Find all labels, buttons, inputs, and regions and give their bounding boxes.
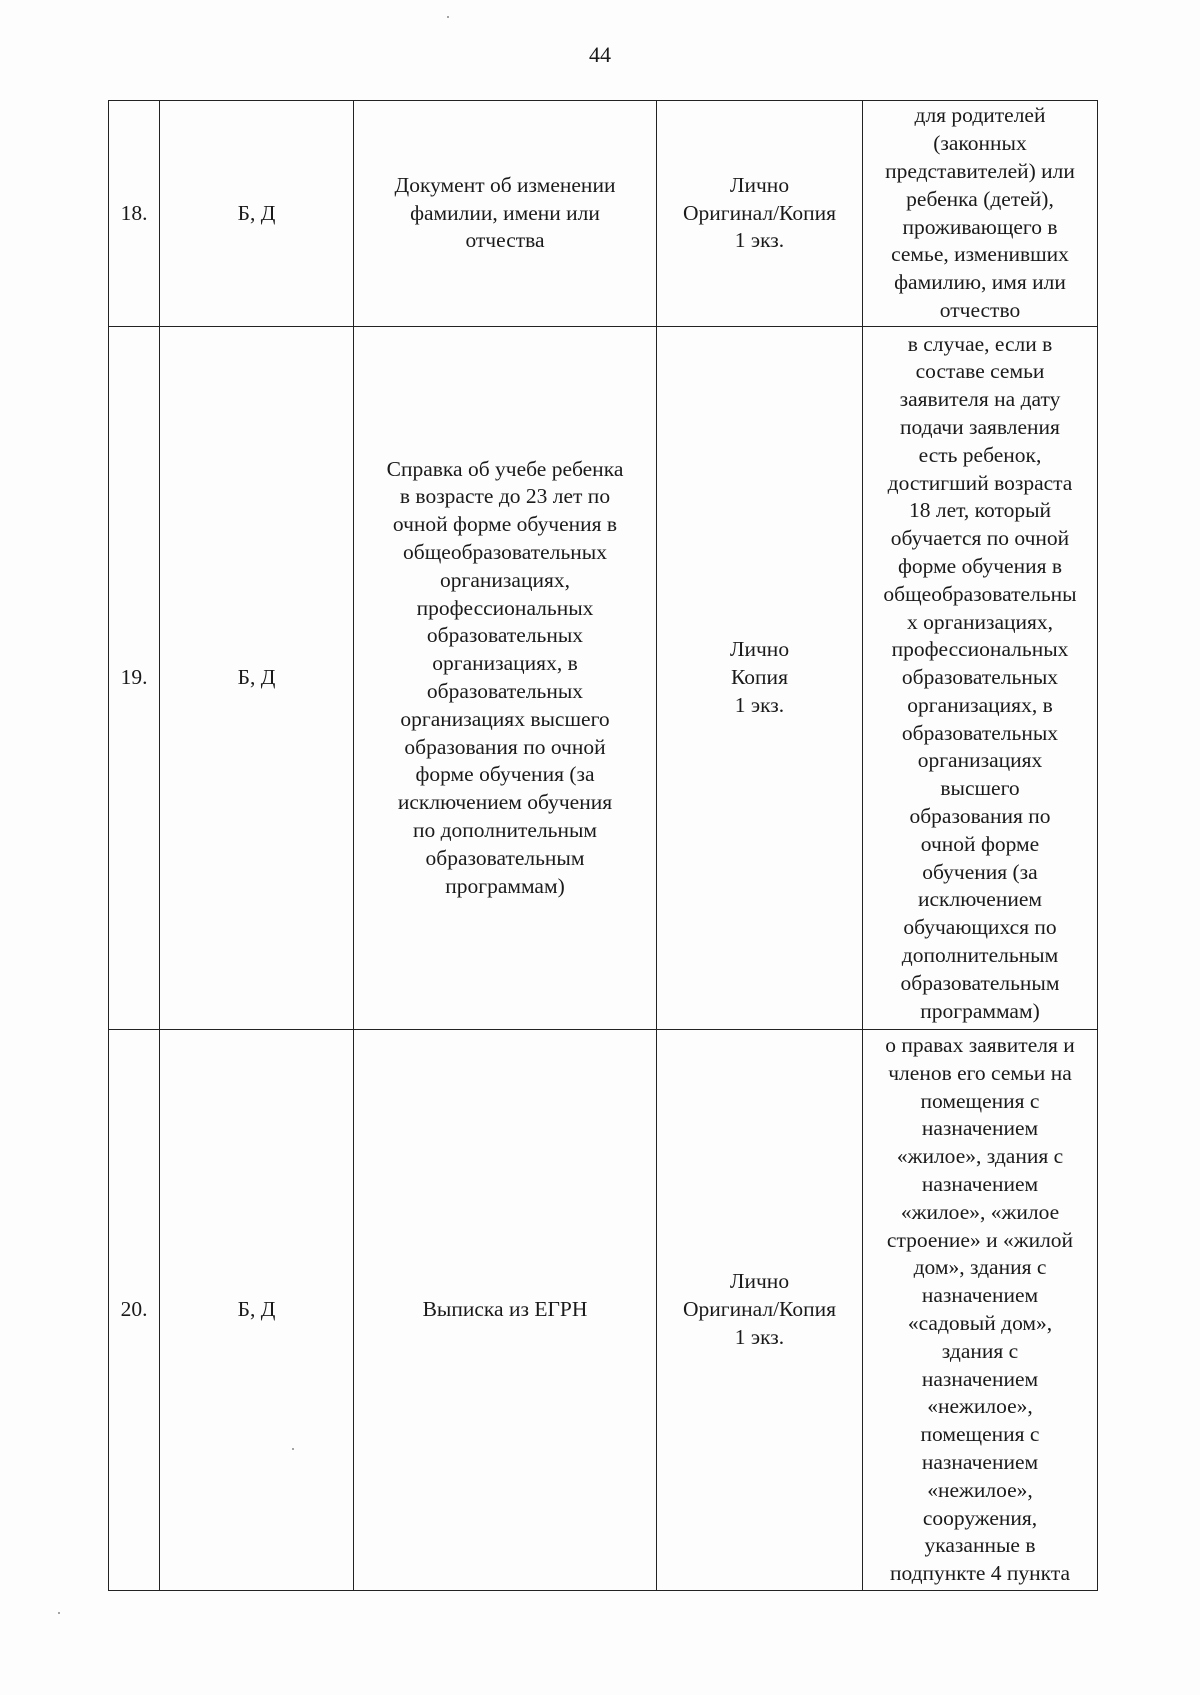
submission-method: Лично Оригинал/Копия 1 экз. — [683, 1269, 836, 1349]
note-cell — [863, 327, 1098, 1030]
row-number-cell — [109, 101, 160, 327]
row-number-cell — [109, 327, 160, 1030]
document-cell — [354, 327, 657, 1030]
note-text: о правах заявителя и членов его семьи на помещения с назначением «жилое», здания с назначением «жилое», «жилое строение» и «жилой дом», здания с назначением «садовый дом», здания с назначением «нежилое», помещения с назначением «нежилое», сооружения, указанные в подпункте 4 пункта — [885, 1033, 1075, 1586]
category-cell — [160, 101, 354, 327]
row-number: 20. — [120, 1297, 148, 1322]
row-number: 19. — [120, 665, 148, 690]
submission-method-cell — [657, 327, 863, 1030]
document-cell — [354, 101, 657, 327]
applicant-category: Б, Д — [237, 200, 276, 225]
scan-speck — [447, 16, 449, 18]
category-cell — [160, 327, 354, 1030]
row-number-cell — [109, 1030, 160, 1591]
table-row — [109, 327, 1098, 1030]
applicant-category: Б, Д — [237, 665, 276, 690]
row-number: 18. — [120, 200, 148, 225]
document-name: Выписка из ЕГРН — [422, 1297, 588, 1322]
page-number: 44 — [589, 42, 611, 67]
note-cell — [863, 1030, 1098, 1591]
note-cell — [863, 101, 1098, 327]
note-text: для родителей (законных представителей) или ребенка (детей), проживающего в семье, изменивших фамилию, имя или отчество — [885, 103, 1075, 322]
document-cell — [354, 1030, 657, 1591]
submission-method: Лично Оригинал/Копия 1 экз. — [683, 172, 836, 253]
table-row — [109, 101, 1098, 327]
table-row — [109, 1030, 1098, 1591]
note-text: в случае, если в составе семьи заявителя на дату подачи заявления есть ребенок, достигший возраста 18 лет, который обучается по очной форме обучения в общеобразовательны х организациях, профессиональных образовательных организациях, в образовательных организациях высшего образования по очной форме обучения (за исключением обучающихся по дополнительным образовательным программам) — [883, 331, 1077, 1023]
submission-method: Лично Копия 1 экз. — [729, 637, 790, 717]
documents-table — [108, 100, 1098, 1591]
document-name: Документ об изменении фамилии, имени или отчества — [394, 172, 616, 253]
applicant-category: Б, Д — [237, 1297, 276, 1322]
category-cell — [160, 1030, 354, 1591]
submission-method-cell — [657, 1030, 863, 1591]
document-name: Справка об учебе ребенка в возрасте до 23 лет по очной форме обучения в общеобразовательных организациях, профессиональных образовательных организациях, в образовательных организациях высшего образования по очной форме обучения (за исключением обучения по дополнительным образовательным программам) — [386, 456, 624, 898]
submission-method-cell — [657, 101, 863, 327]
scan-speck — [58, 1612, 60, 1614]
scan-speck — [292, 1448, 294, 1450]
